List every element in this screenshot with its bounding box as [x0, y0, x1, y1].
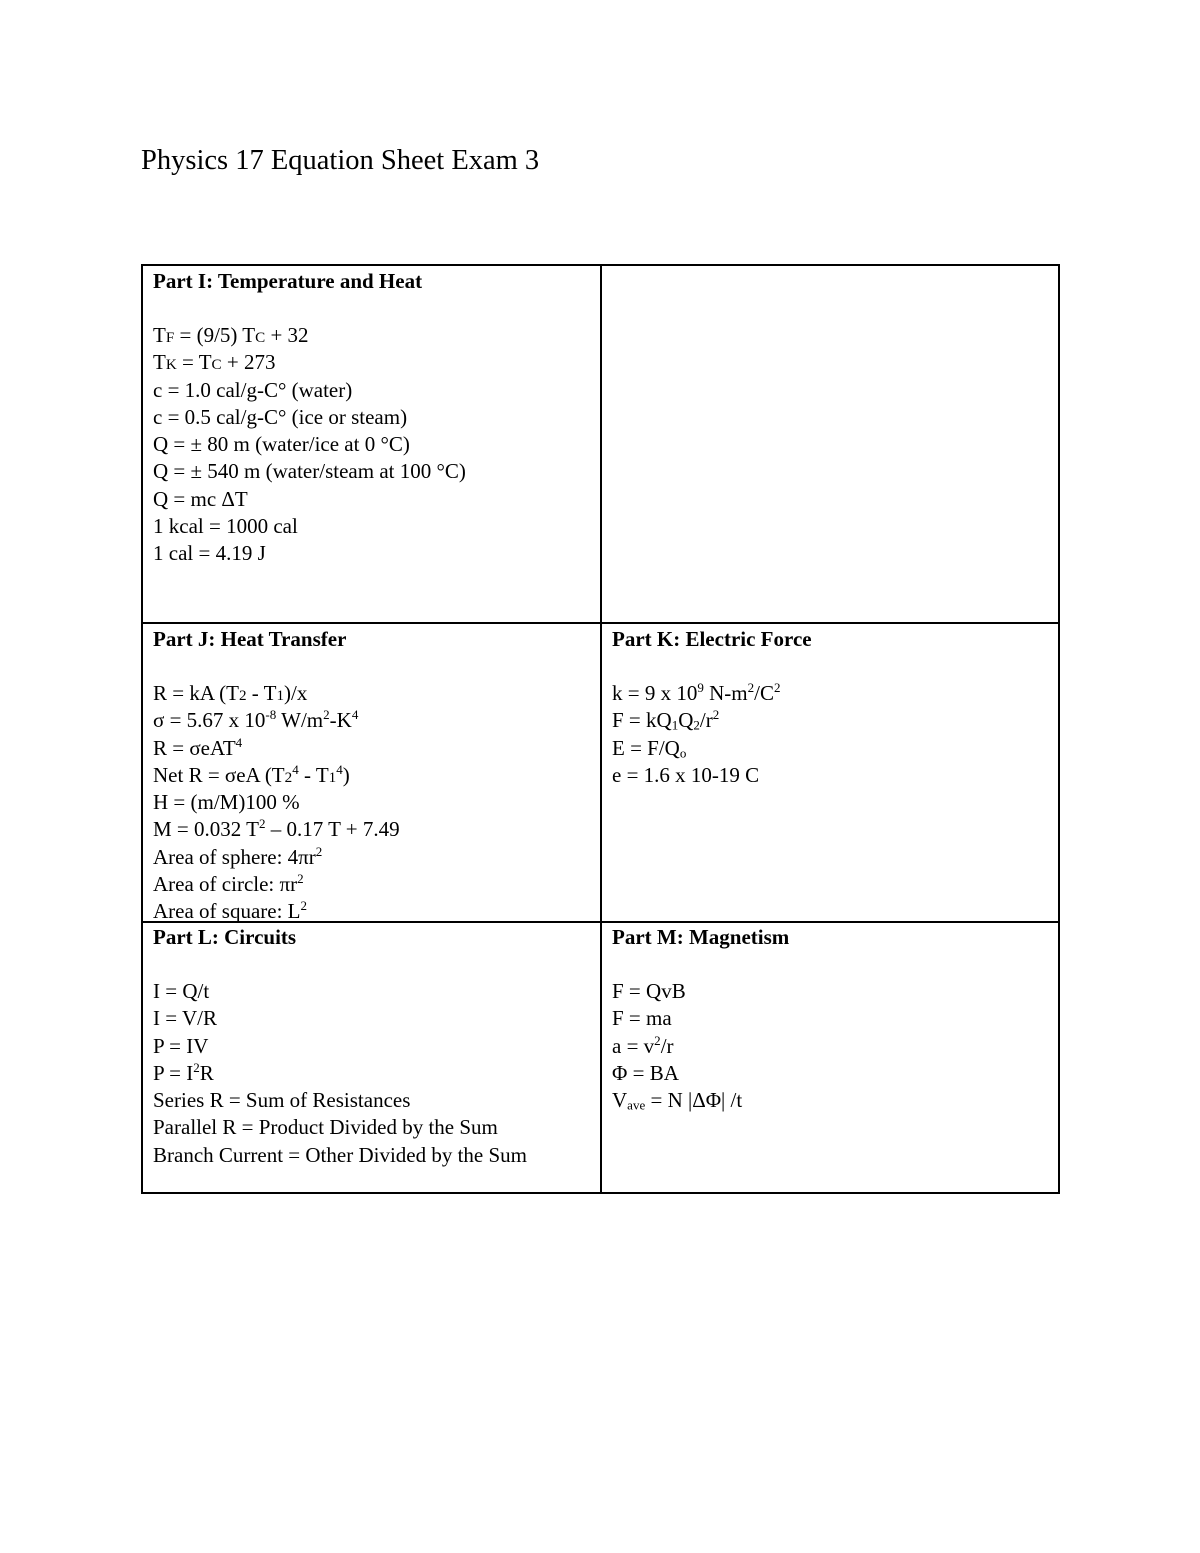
equation-conduction: R = kA (T2 - T1)/x — [153, 681, 308, 705]
equation-line: e = 1.6 x 10-19 C — [612, 762, 760, 787]
part-j-heading: Part J: Heat Transfer — [153, 627, 347, 651]
equation-line: Q = ± 80 m (water/ice at 0 °C) — [153, 432, 410, 457]
part-m-cell — [612, 924, 789, 1114]
equation-line: F = ma — [612, 1006, 672, 1031]
equation-net-radiation: Net R = σeA $(T2^4 - T1^4)$ — [153, 762, 350, 787]
equation-centripetal: $a = v^2/r$ — [612, 1032, 674, 1058]
equation-stefan-constant: σ = 5.67 x $10^{-8}$ $W/m^2-K^4$ — [153, 707, 359, 733]
equation-electric-field: $E = F/Q_o$ — [612, 735, 687, 761]
part-k-cell — [612, 626, 812, 789]
equation-line: Parallel R = Product Divided by the Sum — [153, 1115, 498, 1140]
part-l-heading: Part L: Circuits — [153, 925, 297, 949]
equation-square-area: Area of square: $L^2$ — [153, 898, 308, 924]
equation-line: Q = mc ΔT — [153, 486, 248, 511]
equation-line: P = IV — [153, 1033, 209, 1058]
equation-line: F = QvB — [612, 979, 686, 1003]
part-j-cell — [153, 626, 400, 926]
equation-line: 1 kcal = 1000 cal — [153, 514, 298, 539]
page-title: Physics 17 Equation Sheet Exam 3 — [141, 145, 540, 176]
equation-line: I = V/R — [153, 1006, 217, 1031]
equation-line: c = 0.5 cal/g-C° (ice or steam) — [153, 404, 408, 429]
equation-induced-voltage: $V_{ave} = N$ |ΔΦ| /t — [612, 1088, 743, 1113]
column-divider — [600, 266, 602, 1192]
equation-line: c = 1.0 cal/g-C° (water) — [153, 377, 353, 402]
equation-line: Q = ± 540 m (water/steam at 100 °C) — [153, 459, 466, 484]
equation-coulomb-constant: k = 9 x $10^9$ $N-m^2/C^2$ — [612, 680, 781, 705]
equation-kelvin: TK = TC + 273 — [153, 350, 276, 375]
equation-coulomb-force: $F = kQ_1Q_2/r^2$ — [612, 707, 720, 733]
row-divider — [143, 622, 1058, 624]
part-l-cell — [153, 924, 527, 1169]
equation-line: H = (m/M)100 % — [153, 790, 300, 815]
equation-line: 1 cal = 4.19 J — [153, 541, 266, 566]
equation-line: Series R = Sum of Resistances — [153, 1088, 411, 1113]
equation-circle-area: Area of circle: $\pi r^2$ — [153, 871, 304, 897]
part-m-heading: Part M: Magnetism — [612, 925, 790, 949]
equation-line: Branch Current = Other Divided by the Sum — [153, 1142, 528, 1167]
equation-line: Φ = BA — [612, 1060, 679, 1085]
equation-fahrenheit: TF = (9/5) TC + 32 — [153, 323, 309, 347]
part-k-heading: Part K: Electric Force — [612, 627, 812, 651]
equation-table — [141, 264, 1060, 1194]
part-i-cell — [153, 268, 466, 568]
equation-sphere-area: Area of sphere: $4\pi r^2$ — [153, 843, 323, 869]
equation-metabolic: M = 0.032 $T^2 - 0.17$ T + 7.49 — [153, 816, 400, 842]
part-i-heading: Part I: Temperature and Heat — [153, 269, 423, 293]
equation-line: I = Q/t — [153, 979, 210, 1003]
equation-radiation: R = σeAT$^4$ — [153, 734, 243, 760]
equation-power: $P = I^2R$ — [153, 1060, 214, 1085]
